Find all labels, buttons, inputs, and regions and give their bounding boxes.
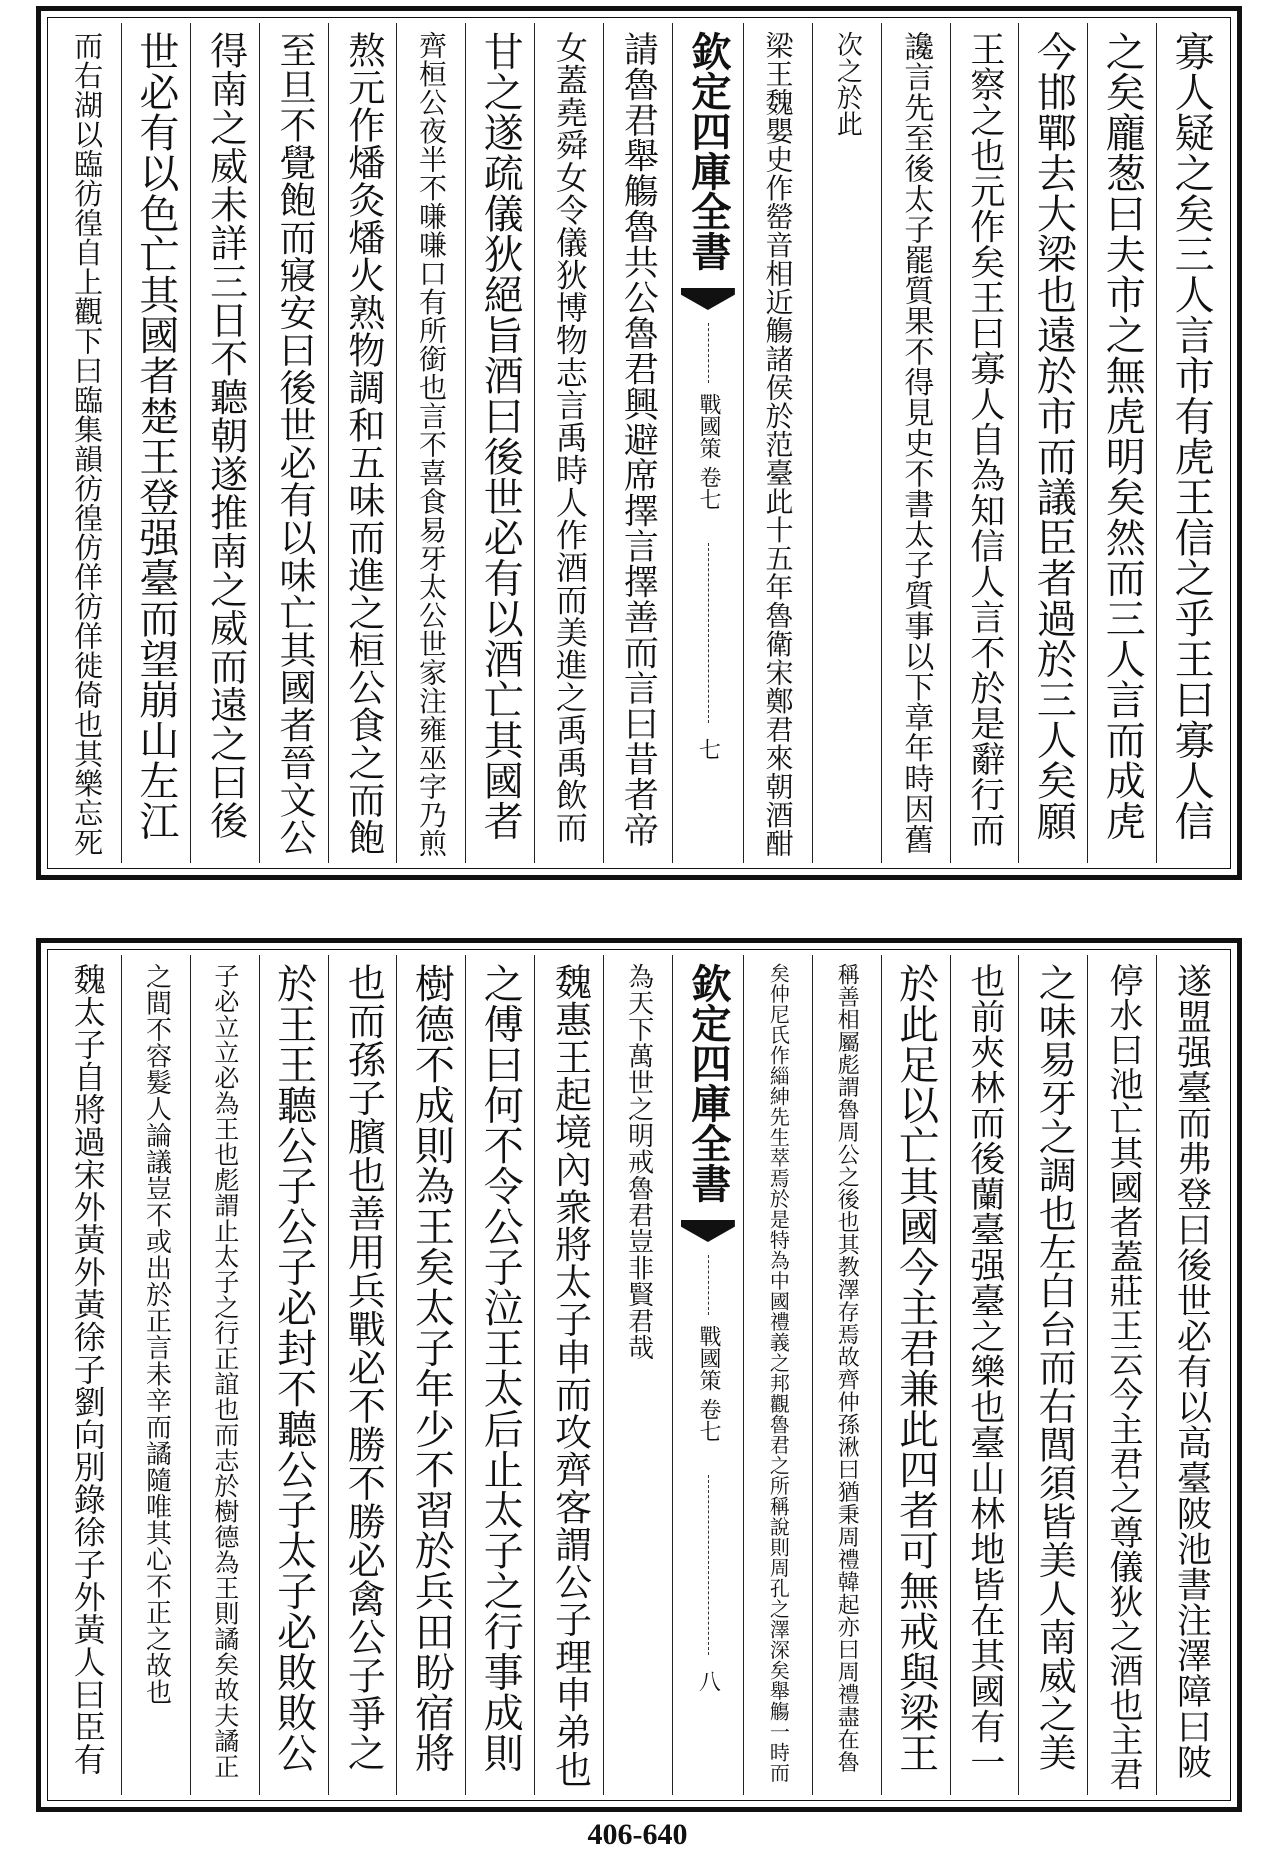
bottom-fish-tail-mark [681,1220,735,1242]
top-text-column [121,23,190,863]
bottom-page-number: 八 [695,1670,721,1692]
top-column-text: 至旦不覺飽而寢安曰後世必有以味亡其國者晉文公 [272,31,316,856]
top-column-text: 得南之威未詳三日不聽朝遂推南之威而遠之曰後 [203,31,248,840]
bottom-column-text: 停水曰池亡其國者蓋莊王云今主君之尊儀狄之酒也主君 [1103,963,1144,1791]
top-column-text: 今邯鄲去大梁也遠於市而議臣者過於三人矣願 [1030,31,1077,841]
top-juan-label: 戰國策 卷七 [695,393,721,510]
bottom-text-column [328,955,397,1795]
bottom-columns [53,955,1225,1795]
top-column-text: 寡人疑之矣三人言市有虎王信之乎王曰寡人信 [1168,31,1215,841]
bottom-center-rule [708,1475,709,1655]
bottom-text-column [1018,955,1087,1795]
bottom-column-text: 之間不容髮人論議豈不或出於正言未辛而譎隨唯其心不正之故也 [141,963,172,1705]
top-column-text: 世必有以色亡其國者楚王登强臺而望崩山左江 [132,31,179,841]
top-text-column [1087,23,1156,863]
bottom-column-text: 於王王聽公子公子必封不聽公子太子必敗敗公 [270,963,317,1773]
top-text-column [190,23,259,863]
top-text-column [328,23,397,863]
top-column-text: 齊桓公夜半不嗛嗛口有所銜也言不喜食易牙太公世家注雍巫字乃煎 [415,31,449,858]
bottom-column-text: 遂盟强臺而弗登曰後世必有以高臺陂池書注澤障曰陂 [1171,963,1212,1780]
top-text-column [603,23,672,863]
bottom-text-column [950,955,1019,1795]
top-column-text: 熬元作燔灸燔火熟物調和五味而進之桓公食之而飽 [341,31,385,856]
top-text-column [259,23,328,863]
top-page-number: 七 [695,738,721,760]
bottom-text-column [396,955,465,1795]
top-column-text: 而右湖以臨彷徨自上觀下曰臨集韻彷徨仿佯彷佯徙倚也其樂忘死 [70,31,105,857]
bottom-column-text: 魏太子自將過宋外黃外黃徐子劉向別錄徐子外黃人曰臣有 [68,963,107,1776]
top-text-column [743,23,812,863]
bottom-text-column [534,955,603,1795]
bottom-page [36,938,1242,1812]
top-text-column [950,23,1019,863]
top-column-text: 次之於此 [832,31,863,137]
bottom-column-text: 矣仲尼氏作緇紳先生萃焉於是特為中國禮義之邦觀魯君之所稱說則周孔之澤深矣舉觴一時而 [766,963,791,1783]
top-column-text: 梁王魏嬰史作罃音相近觴諸侯於范臺此十五年魯衛宋鄭君來朝酒酣 [761,31,795,858]
bottom-text-column [121,955,190,1795]
top-center-rule [708,543,709,723]
bottom-column-text: 之味易牙之調也左白台而右閭須皆美人南威之美 [1032,963,1077,1772]
top-columns [53,23,1225,863]
top-page [36,6,1242,880]
top-center-column [672,23,743,863]
top-text-column [812,23,881,863]
bottom-column-text: 之傅曰何不令公子泣王太后止太子之行事成則 [477,963,524,1773]
bottom-column-text: 也而孫子臏也善用兵戰必不勝不勝必禽公子爭之 [341,963,386,1772]
top-column-text: 之矣龐葱曰夫市之無虎明矣然而三人言而成虎 [1099,31,1146,841]
bottom-text-column [190,955,259,1795]
bottom-text-column [259,955,328,1795]
bottom-column-text: 也前夾林而後蘭臺强臺之樂也臺山林地皆在其國有一 [964,963,1005,1780]
bottom-column-text: 為天下萬世之明戒魯君豈非賢君哉 [623,963,654,1361]
top-text-column [465,23,534,863]
top-text-column [396,23,465,863]
top-center-title: 欽定四庫全書 [684,31,732,271]
bottom-column-text: 樹德不成則為王矣太子年少不習於兵田盼宿將 [408,963,455,1773]
top-column-text: 甘之遂疏儀狄絕旨酒曰後世必有以酒亡其國者 [477,31,524,841]
bottom-text-column [53,955,121,1795]
bottom-text-column [1156,955,1225,1795]
bottom-juan-label: 戰國策 卷七 [695,1325,721,1442]
top-text-column [534,23,603,863]
top-text-column [53,23,121,863]
bottom-text-column [812,955,881,1795]
top-center-rule [708,323,709,383]
top-column-text: 請魯君舉觴魯共公魯君興避席擇言擇善而言曰昔者帝 [618,31,659,848]
bottom-column-text: 子必立立必為王也彪謂止太子之行正誼也而志於樹德為王則譎矣故夫譎正 [210,963,240,1779]
top-text-column [1018,23,1087,863]
bottom-column-text: 魏惠王起境內衆將太子申而攻齊客謂公子理申弟也 [548,963,592,1788]
bottom-column-text: 稱善相屬彪謂魯周公之後也其教澤存焉故齊仲孫湫曰猶秉周禮韓起亦曰周禮盡在魯 [834,963,860,1773]
bottom-center-rule [708,1255,709,1315]
bottom-text-column [1087,955,1156,1795]
top-text-column [881,23,950,863]
bottom-text-column [465,955,534,1795]
top-column-text: 讒言先至後太子罷質果不得見史不書太子質事以下章年時因舊 [898,31,934,855]
bottom-text-column [603,955,672,1795]
bottom-center-column [672,955,743,1795]
bottom-text-column [743,955,812,1795]
page-footer-number: 406-640 [587,1818,688,1851]
top-column-text: 王察之也元作矣王曰寡人自為知信人言不於是辭行而 [964,31,1005,848]
bottom-center-title: 欽定四庫全書 [684,963,732,1203]
bottom-text-column [881,955,950,1795]
bottom-column-text: 於此足以亡其國今主君兼此四者可無戒與梁王 [892,963,939,1773]
top-fish-tail-mark [681,288,735,310]
top-column-text: 女蓋堯舜女令儀狄博物志言禹時人作酒而美進之禹禹飲而 [550,31,589,844]
top-text-column [1156,23,1225,863]
